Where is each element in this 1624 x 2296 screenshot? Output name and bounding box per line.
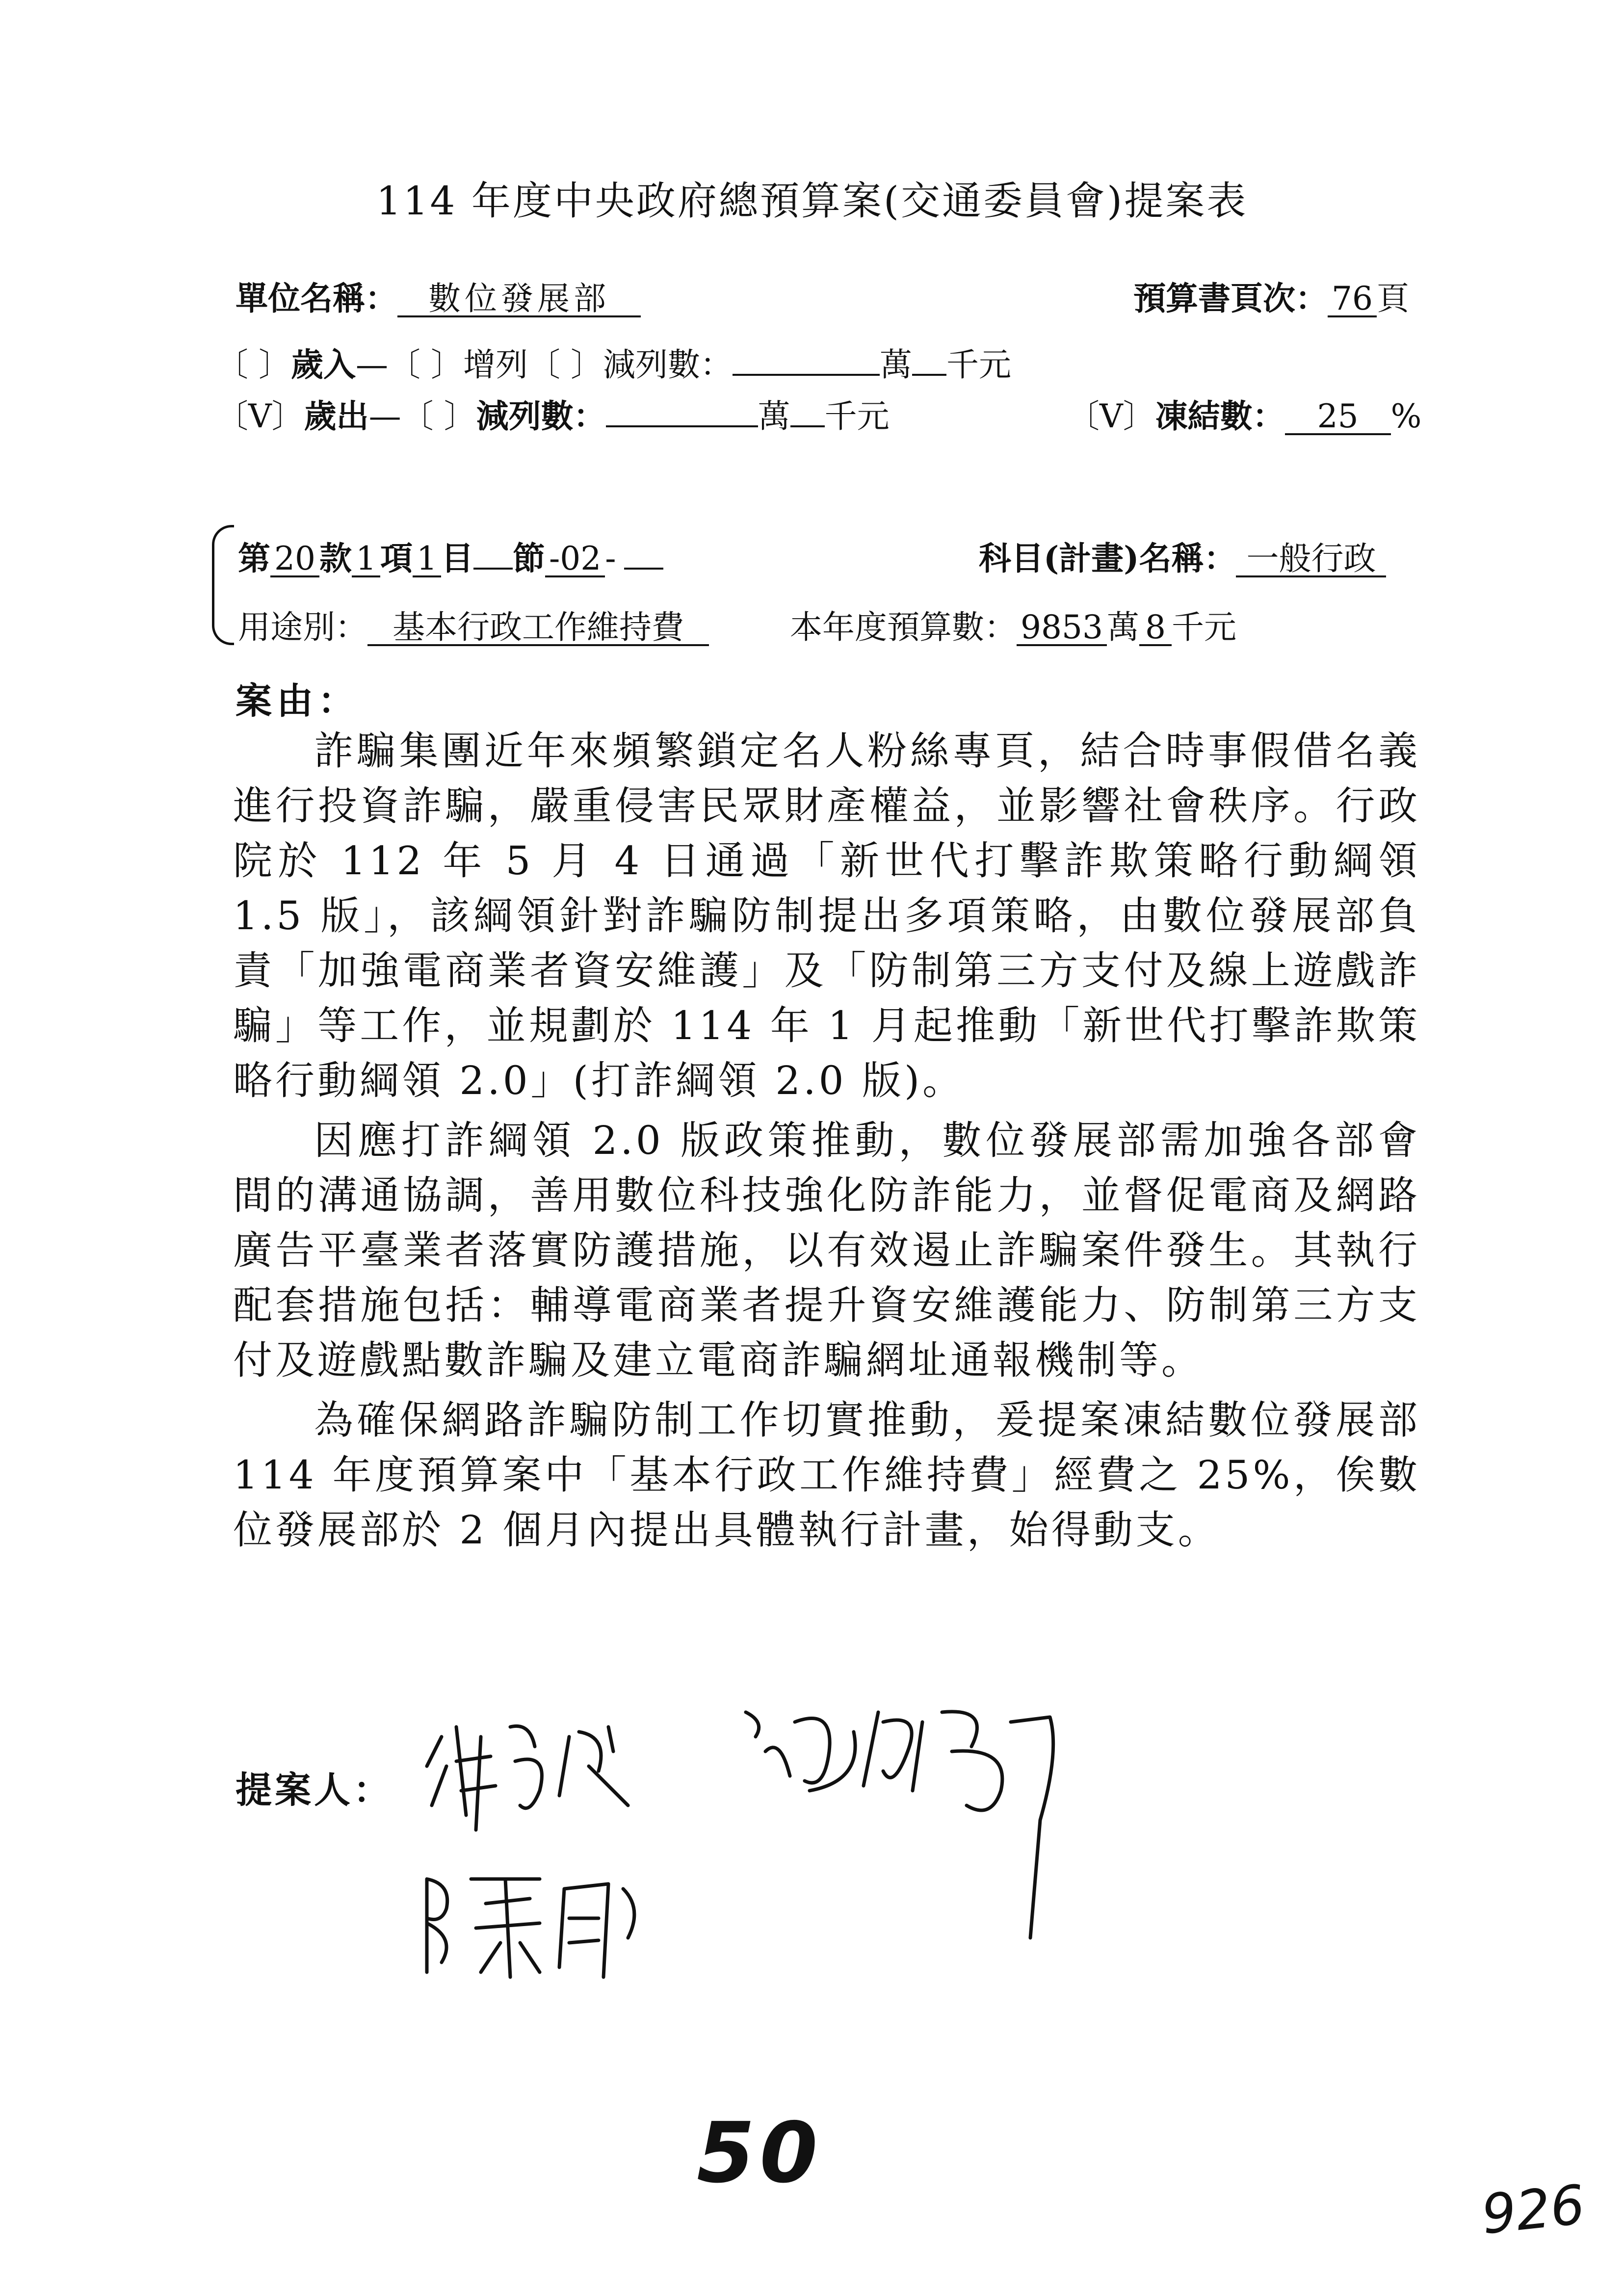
page-note: 926 bbox=[1478, 2173, 1588, 2246]
revenue-label: 歲入 bbox=[290, 345, 356, 384]
xiang-value: 1 bbox=[352, 542, 380, 577]
freeze-checkbox: 〔V〕 bbox=[1067, 397, 1155, 435]
reason-paragraph-3: 為確保網路詐騙防制工作切實推動，爰提案凍結數位發展部 114 年度預算案中「基本行政工作維持費」經費之 25%，俟數位發展部於 2 個月內提出具體執行計畫，始得動支。 bbox=[233, 1397, 1420, 1553]
page-ref-suffix: 頁 bbox=[1376, 280, 1409, 317]
jie-label: 節 bbox=[512, 539, 545, 577]
budget-qian: 8 bbox=[1139, 610, 1172, 646]
subject-row bbox=[979, 532, 1386, 579]
expense-decrease-label: 減列數： bbox=[476, 397, 606, 435]
jie-value: -02 bbox=[545, 542, 605, 577]
revenue-wan-unit: 萬 bbox=[879, 346, 912, 384]
freeze-label: 凍結數： bbox=[1155, 397, 1285, 435]
kuan-label: 款 bbox=[319, 539, 352, 577]
classification-bracket bbox=[212, 525, 234, 645]
signature-2-icon bbox=[412, 1859, 667, 1987]
usage-label: 用途別： bbox=[238, 608, 367, 646]
budget-qian-unit: 千元 bbox=[1171, 608, 1236, 646]
page-number: 50 bbox=[697, 2105, 823, 2202]
jie-tail: - bbox=[605, 540, 616, 577]
expense-qian-blank bbox=[790, 425, 825, 427]
jie-tail-blank bbox=[624, 567, 663, 570]
subject-label: 科目(計畫)名稱： bbox=[979, 539, 1236, 577]
unit-label: 單位名稱： bbox=[236, 279, 397, 317]
budget-row bbox=[790, 601, 1236, 648]
page-ref-label: 預算書頁次： bbox=[1133, 279, 1328, 317]
reason-paragraph-1: 詐騙集團近年來頻繁鎖定名人粉絲專頁，結合時事假借名義進行投資詐騙，嚴重侵害民眾財產權益，並影響社會秩序。行政院於 112 年 5 月 4 日通過「新世代打擊詐欺策略行動綱領 1.5 版」，該綱領針對詐騙防制提出多項策略，由數位發展部負責「加強電商業者資安維護」及「防制第三方支付及線上遊戲詐騙」等工作，並規劃於 114 年 1 月起推動「新世代打擊詐欺策略行動綱領 2.0」(打詐綱領 2.0 版)。 bbox=[233, 728, 1420, 1103]
expense-label: 歲出 bbox=[304, 397, 369, 435]
expense-wan-unit: 萬 bbox=[758, 397, 790, 435]
freeze-value: 25 bbox=[1285, 399, 1391, 435]
budget-label: 本年度預算數： bbox=[790, 608, 1017, 646]
revenue-decrease-label: 減列數： bbox=[602, 346, 733, 384]
revenue-row bbox=[216, 339, 1011, 385]
unit-row bbox=[236, 272, 641, 319]
xiang-label: 項 bbox=[380, 539, 413, 577]
page-ref-value: 76 bbox=[1328, 282, 1377, 317]
revenue-increase-label: 增列 bbox=[463, 346, 528, 384]
reason-heading: 案由： bbox=[236, 680, 359, 722]
revenue-increase-box: 〔 〕 bbox=[388, 346, 463, 384]
page-ref-row bbox=[1133, 272, 1409, 319]
page-title: 114 年度中央政府總預算案(交通委員會)提案表 bbox=[376, 178, 1248, 224]
reason-paragraph-2: 因應打詐綱領 2.0 版政策推動，數位發展部需加強各部會間的溝通協調，善用數位科技強化防詐能力，並督促電商及網路廣告平臺業者落實防護措施，以有效遏止詐騙案件發生。其執行配套措施包括：輔導電商業者提升資安維護能力、防制第三方支付及遊戲點數詐騙及建立電商詐騙網址通報機制等。 bbox=[233, 1118, 1420, 1383]
unit-value: 數位發展部 bbox=[397, 282, 641, 317]
revenue-qian-unit: 千元 bbox=[946, 346, 1011, 384]
freeze-row bbox=[1067, 390, 1421, 437]
expense-decrease-box: 〔 〕 bbox=[401, 397, 476, 435]
expense-dash: — bbox=[368, 397, 401, 435]
subject-value: 一般行政 bbox=[1236, 542, 1386, 577]
signature-1-icon bbox=[422, 1707, 648, 1845]
usage-row bbox=[238, 601, 709, 648]
mu-value: 1 bbox=[413, 542, 441, 577]
proposer-label: 提案人： bbox=[236, 1769, 393, 1811]
usage-value: 基本行政工作維持費 bbox=[367, 610, 709, 646]
classification-row bbox=[238, 532, 663, 579]
expense-row bbox=[216, 390, 890, 437]
kuan-prefix: 第 bbox=[238, 539, 270, 577]
revenue-wan-blank bbox=[733, 373, 880, 376]
revenue-checkbox: 〔 〕 bbox=[216, 346, 291, 384]
revenue-decrease-box: 〔 〕 bbox=[527, 346, 603, 384]
expense-qian-unit: 千元 bbox=[824, 397, 890, 435]
expense-checkbox: 〔V〕 bbox=[216, 397, 304, 435]
jie-blank bbox=[473, 567, 513, 570]
revenue-qian-blank bbox=[912, 373, 946, 376]
signature-3-icon bbox=[736, 1693, 1079, 1957]
budget-wan-unit: 萬 bbox=[1106, 608, 1139, 646]
revenue-dash: — bbox=[355, 346, 388, 384]
budget-wan: 9853 bbox=[1017, 610, 1107, 646]
freeze-unit: % bbox=[1390, 397, 1422, 435]
reason-body bbox=[233, 724, 1420, 1558]
mu-label: 目 bbox=[441, 539, 473, 577]
kuan-value: 20 bbox=[270, 542, 319, 577]
expense-wan-blank bbox=[606, 425, 758, 427]
